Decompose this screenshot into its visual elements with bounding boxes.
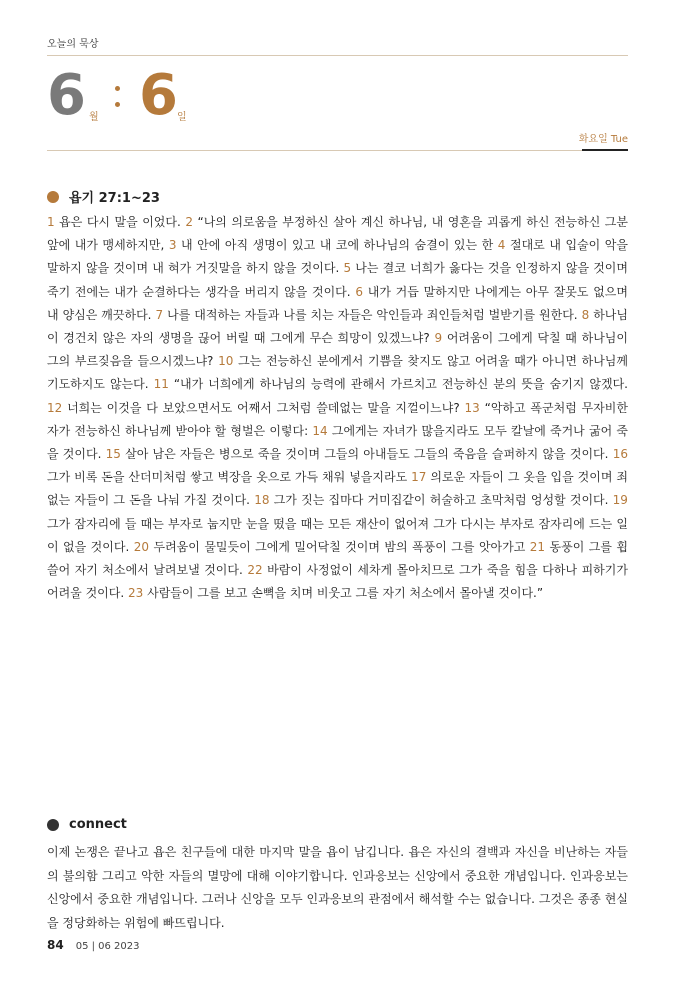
verse-number: 4: [497, 238, 506, 253]
connect-title: connect: [69, 817, 127, 832]
weekday-label: 화요일 Tue: [578, 134, 628, 145]
date-colon-icon: [115, 82, 121, 112]
verse-number: 18: [254, 493, 270, 508]
verse-number: 15: [105, 447, 121, 462]
verse-number: 14: [312, 423, 328, 438]
page-number: 84: [47, 938, 64, 952]
verse-text: 바람이 사정없이 세차게 몰아치므로 그가 죽을 힘을 다하나 피하기가 어려울 것이다.: [47, 563, 628, 601]
page-footer: [47, 938, 140, 952]
section-label: 오늘의 묵상: [47, 39, 99, 50]
verse-text: 그가 잠자리에 들 때는 부자로 눕지만 눈을 떴을 때는 모든 재산이 없어져 그가 다시는 부자로 잠자리에 드는 일이 없을 것이다.: [47, 516, 628, 554]
verse-number: 2: [185, 215, 193, 229]
verse-number: 12: [47, 400, 63, 415]
verse-text: “내가 너희에게 하나님의 능력에 관해서 가르치고 전능하신 분의 뜻을 숨기지 않겠다.: [173, 377, 628, 392]
scripture-heading: [47, 187, 160, 206]
verse-text: 사람들이 그를 보고 손뼉을 치며 비웃고 그를 자기 처소에서 몰아낼 것이다.”: [147, 586, 544, 601]
verse-number: 13: [464, 400, 480, 415]
verse-number: 17: [411, 470, 427, 485]
verse-number: 21: [529, 539, 546, 554]
header-divider: [47, 150, 628, 151]
connect-text: 이제 논쟁은 끝나고 욥은 친구들에 대한 마지막 말을 욥이 남깁니다. 욥은 자신의 결백과 자신을 비난하는 자들의 불의함 그리고 악한 자들의 멸망에 대해 이야기합니다. 인과응보는 신앙에서 중요한 개념입니다. 인과응보는 신앙에서 중요한 개념입니다. 그러나 신앙을 모두 인과응보의 관점에서 해석할 수는 없습니다. 그것은 종종 현실을 정당화하는 위험에 빠뜨립니다.: [47, 845, 628, 930]
verse-text: 너희는 이것을 다 보았으면서도 어째서 그처럼 쓸데없는 말을 지껄이느냐?: [67, 400, 460, 415]
day-unit: 일: [177, 112, 187, 123]
verse-number: 11: [153, 377, 169, 392]
verse-number: 3: [168, 238, 177, 253]
verse-text: 그가 짓는 집마다 거미집같이 허술하고 초막처럼 엉성할 것이다.: [273, 493, 609, 508]
verse-text: 그에게는 자녀가 많을지라도 모두 칼날에 죽거나 굶어 죽을 것이다.: [47, 423, 628, 462]
verse-number: 9: [434, 331, 443, 346]
verse-text: 하나님이 경건치 않은 자의 생명을 끊어 버릴 때 그에게 무슨 희망이 있겠느냐?: [47, 307, 628, 346]
verse-number: 23: [128, 586, 144, 601]
verse-number: 16: [612, 447, 628, 462]
verse-text: 살아 남은 자들은 병으로 죽을 것이며 그들의 아내들도 그들의 죽음을 슬퍼하지 않을 것이다.: [125, 447, 609, 462]
verse-text: 나는 결코 너희가 옳다는 것을 인정하지 않을 것이며 죽기 전에는 내가 순결하다는 생각을 버리지 않을 것이다.: [47, 261, 628, 299]
verse-text: “나의 의로움을 부정하신 살아 계신 하나님, 내 영혼을 괴롭게 하신 전능하신 그분 앞에 내가 맹세하지만,: [47, 215, 628, 253]
verse-text: 절대로 내 입술이 악을 말하지 않을 것이며 내 혀가 거짓말을 하지 않을 것이다.: [47, 238, 628, 276]
verse-text: 두려움이 물밀듯이 그에게 밀어닥칠 것이며 밤의 폭풍이 그를 앗아가고: [153, 539, 526, 554]
connect-heading: [47, 817, 127, 832]
verse-number: 10: [218, 354, 234, 369]
verse-text: 그는 전능하신 분에게서 기쁨을 찾지도 않고 어려울 때가 아니면 하나님께 기도하지도 않는다.: [47, 354, 628, 392]
verse-number: 7: [155, 307, 164, 322]
scripture-text: [47, 211, 628, 605]
verse-text: 그가 비록 돈을 산더미처럼 쌓고 벽장을 옷으로 가득 채워 넣을지라도: [47, 470, 408, 485]
verse-number: 20: [133, 539, 150, 554]
verse-text: 내 안에 아직 생명이 있고 내 코에 하나님의 숨결이 있는 한: [181, 238, 494, 253]
verse-number: 22: [247, 563, 263, 578]
top-divider: [47, 55, 628, 56]
weekday-underline: [582, 149, 628, 151]
verse-text: 의로운 자들이 그 옷을 입을 것이며 죄 없는 자들이 그 돈을 나눠 가질 것이다.: [47, 470, 628, 508]
verse-text: 어려움이 그에게 닥칠 때 하나님이 그의 부르짖음을 들으시겠느냐?: [47, 331, 628, 369]
verse-text: 내가 거듭 말하지만 나에게는 아무 잘못도 없으며 내 양심은 깨끗하다.: [47, 284, 628, 322]
verse-number: 8: [581, 307, 590, 322]
circle-bullet-icon: [47, 191, 59, 203]
verse-text: “악하고 폭군처럼 무자비한 자가 전능하신 하나님께 받아야 할 형벌은 이렇다:: [47, 400, 628, 438]
day-number: 6: [139, 63, 178, 128]
verse-number: 6: [355, 284, 363, 299]
month-number: 6: [47, 63, 86, 128]
verse-text: 동풍이 그를 휩쓸어 자기 처소에서 날려보낼 것이다.: [47, 539, 628, 578]
issue-date: 05 | 06 2023: [75, 941, 140, 952]
scripture-reference: 욥기 27:1~23: [69, 191, 160, 206]
verse-number: 19: [612, 493, 628, 508]
verse-text: 나를 대적하는 자들과 나를 치는 자들은 악인들과 죄인들처럼 벌받기를 원한다.: [167, 307, 578, 322]
circle-bullet-icon: [47, 819, 59, 831]
month-unit: 월: [89, 112, 99, 123]
verse-number: 5: [343, 261, 352, 276]
verse-number: 1: [47, 215, 55, 229]
verse-text: 욥은 다시 말을 이었다.: [59, 215, 181, 229]
